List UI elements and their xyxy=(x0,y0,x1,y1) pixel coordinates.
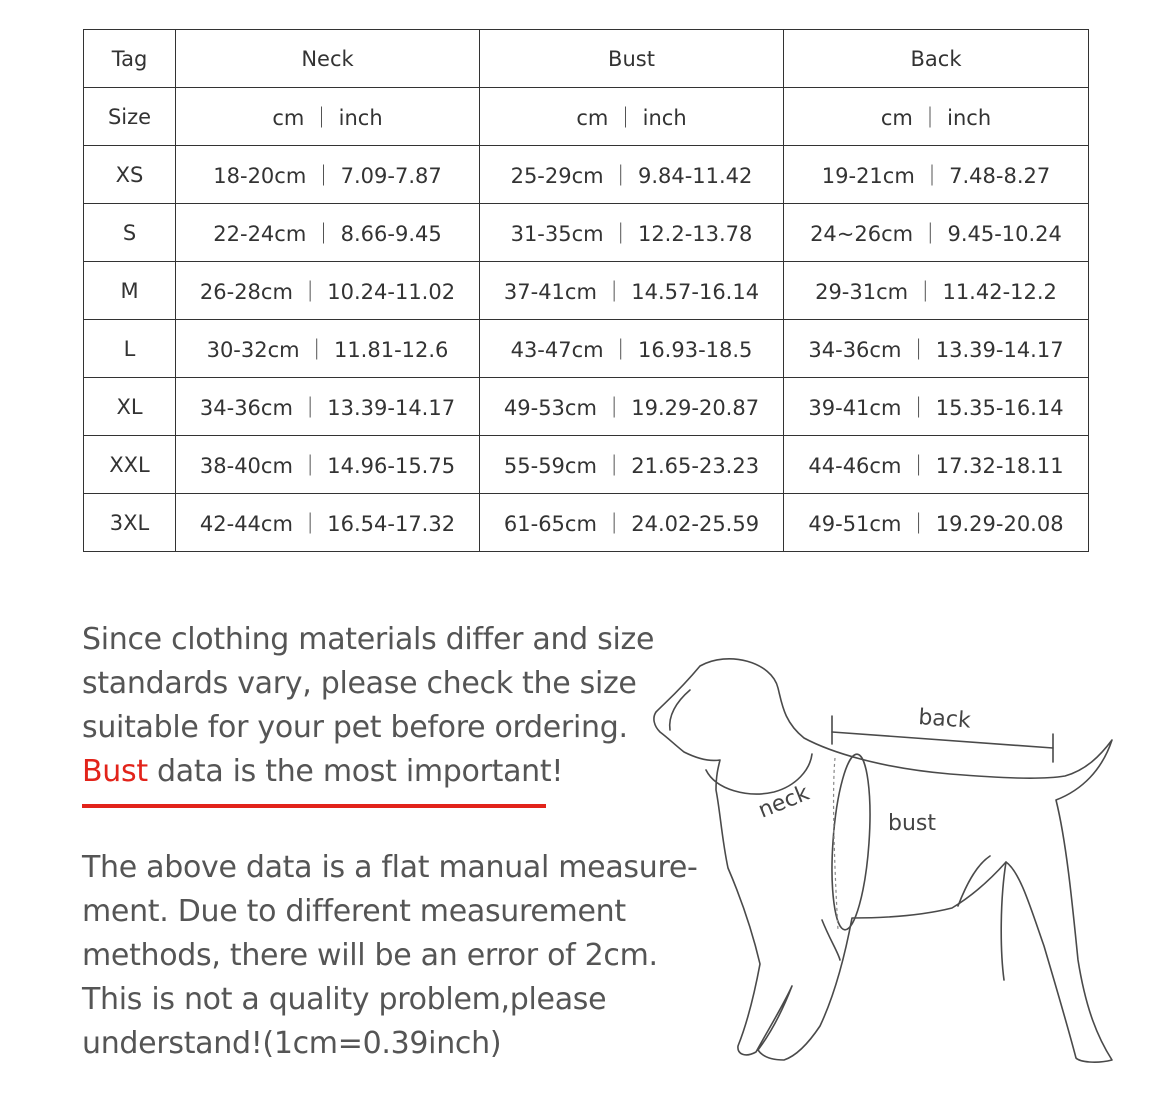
header-cell-neck: Neck xyxy=(176,30,480,88)
header-cell-tag: Tag xyxy=(84,30,176,88)
measurement-cell: 55-59cm ｜ 21.65-23.23 xyxy=(480,436,784,494)
measurement-cell: 43-47cm ｜ 16.93-18.5 xyxy=(480,320,784,378)
dog-back-leg-line xyxy=(1001,862,1006,980)
notice-line: standards vary, please check the size xyxy=(82,666,637,701)
measurement-cell: 61-65cm ｜ 24.02-25.59 xyxy=(480,494,784,552)
unit-row xyxy=(84,88,1089,146)
header-cell-back: Back xyxy=(784,30,1089,88)
table-row xyxy=(84,378,1089,436)
measurement-cell: 22-24cm ｜ 8.66-9.45 xyxy=(176,204,480,262)
bust-label: bust xyxy=(888,811,936,836)
measurement-cell: 24~26cm ｜ 9.45-10.24 xyxy=(784,204,1089,262)
notice-line: Since clothing materials differ and size xyxy=(82,622,655,657)
measurement-cell: 39-41cm ｜ 15.35-16.14 xyxy=(784,378,1089,436)
size-notice xyxy=(82,618,654,794)
unit-cell-bust: cm ｜ inch xyxy=(480,88,784,146)
table-row xyxy=(84,320,1089,378)
notice-line xyxy=(82,750,654,794)
size-tag-cell: XXL xyxy=(84,436,176,494)
measurement-cell: 44-46cm ｜ 17.32-18.11 xyxy=(784,436,1089,494)
table-row xyxy=(84,146,1089,204)
back-line xyxy=(832,732,1053,748)
disclaimer-line: methods, there will be an error of 2cm. xyxy=(82,938,658,973)
measurement-cell: 19-21cm ｜ 7.48-8.27 xyxy=(784,146,1089,204)
red-divider xyxy=(82,804,546,808)
measurement-cell: 18-20cm ｜ 7.09-7.87 xyxy=(176,146,480,204)
measurement-cell: 25-29cm ｜ 9.84-11.42 xyxy=(480,146,784,204)
bust-highlight: Bust xyxy=(82,754,148,789)
size-tag-cell: XL xyxy=(84,378,176,436)
disclaimer-line: understand!(1cm=0.39inch) xyxy=(82,1026,502,1061)
measurement-cell: 31-35cm ｜ 12.2-13.78 xyxy=(480,204,784,262)
table-row xyxy=(84,262,1089,320)
measurement-cell: 37-41cm ｜ 14.57-16.14 xyxy=(480,262,784,320)
measurement-cell: 34-36cm ｜ 13.39-14.17 xyxy=(784,320,1089,378)
table-row xyxy=(84,204,1089,262)
table-row xyxy=(84,494,1089,552)
measurement-cell: 34-36cm ｜ 13.39-14.17 xyxy=(176,378,480,436)
disclaimer-line: This is not a quality problem,please xyxy=(82,982,607,1017)
measurement-cell: 30-32cm ｜ 11.81-12.6 xyxy=(176,320,480,378)
size-tag-cell: S xyxy=(84,204,176,262)
unit-cell-neck: cm ｜ inch xyxy=(176,88,480,146)
disclaimer-line: The above data is a flat manual measure- xyxy=(82,850,698,885)
size-chart-body xyxy=(84,30,1089,552)
measurement-disclaimer xyxy=(82,846,698,1066)
measurement-cell: 49-53cm ｜ 19.29-20.87 xyxy=(480,378,784,436)
unit-cell-size: Size xyxy=(84,88,176,146)
back-label: back xyxy=(917,705,972,734)
header-row xyxy=(84,30,1089,88)
disclaimer-line: ment. Due to different measurement xyxy=(82,894,626,929)
measurement-cell: 42-44cm ｜ 16.54-17.32 xyxy=(176,494,480,552)
size-tag-cell: 3XL xyxy=(84,494,176,552)
notice-line: suitable for your pet before ordering. xyxy=(82,710,628,745)
notice-line-rest: data is the most important! xyxy=(147,754,564,789)
header-cell-bust: Bust xyxy=(480,30,784,88)
table-row xyxy=(84,436,1089,494)
dog-outline xyxy=(654,659,1112,1062)
size-chart-table xyxy=(83,29,1089,552)
unit-cell-back: cm ｜ inch xyxy=(784,88,1089,146)
neck-label: neck xyxy=(754,780,813,824)
dog-measurement-diagram xyxy=(640,640,1120,1070)
size-tag-cell: M xyxy=(84,262,176,320)
size-tag-cell: XS xyxy=(84,146,176,204)
measurement-cell: 29-31cm ｜ 11.42-12.2 xyxy=(784,262,1089,320)
measurement-cell: 26-28cm ｜ 10.24-11.02 xyxy=(176,262,480,320)
measurement-cell: 38-40cm ｜ 14.96-15.75 xyxy=(176,436,480,494)
dog-belly-line xyxy=(958,856,990,906)
measurement-cell: 49-51cm ｜ 19.29-20.08 xyxy=(784,494,1089,552)
size-tag-cell: L xyxy=(84,320,176,378)
